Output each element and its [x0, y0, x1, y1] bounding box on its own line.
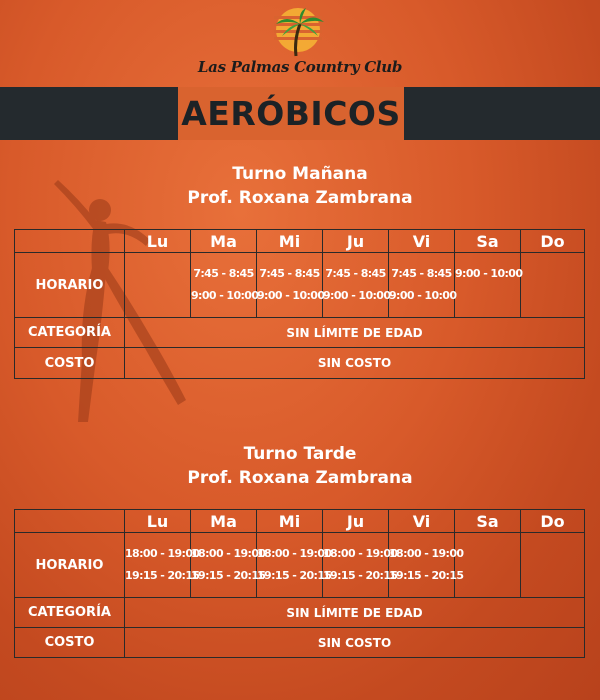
time-cell-vi: [389, 253, 455, 318]
time-slot: 18:00 - 19:00: [125, 547, 200, 560]
title-banner: [0, 87, 600, 140]
day-header: Ma: [191, 510, 257, 533]
categoria-value: SIN LÍMITE DE EDAD: [125, 318, 585, 348]
costo-label: COSTO: [15, 628, 125, 658]
categoria-label: CATEGORÍA: [15, 318, 125, 348]
day-header: Mi: [257, 230, 323, 253]
schedule-table-afternoon: [14, 509, 585, 658]
time-slot: 9:00 - 10:00: [323, 289, 391, 302]
corner-cell: [15, 510, 125, 533]
time-slot: 7:45 - 8:45: [193, 267, 254, 280]
horario-label: HORARIO: [15, 253, 125, 318]
teacher-name: Prof. Roxana Zambrana: [187, 188, 413, 208]
horario-row: [15, 253, 585, 318]
time-cell-ju: [323, 533, 398, 598]
costo-label: COSTO: [15, 348, 125, 379]
day-header: Vi: [389, 230, 455, 253]
day-header: Vi: [389, 510, 455, 533]
day-header: Do: [521, 230, 585, 253]
teacher-name: Prof. Roxana Zambrana: [187, 468, 413, 488]
time-slot: 9:00 - 10:00: [455, 267, 523, 280]
time-slot: 19:15 - 20:15: [323, 569, 398, 582]
shift-name: Turno Tarde: [243, 444, 357, 464]
page-title: AERÓBICOS: [181, 94, 401, 133]
costo-value: SIN COSTO: [125, 348, 585, 379]
day-header: Mi: [257, 510, 323, 533]
title-box: [178, 87, 404, 140]
time-slot: 18:00 - 19:00: [257, 547, 332, 560]
time-slot: 9:00 - 10:00: [191, 289, 259, 302]
day-header: Ju: [323, 510, 389, 533]
horario-label: HORARIO: [15, 533, 125, 598]
corner-cell: [15, 230, 125, 253]
time-slot: 19:15 - 20:15: [125, 569, 200, 582]
categoria-row: [15, 598, 585, 628]
time-cell-do: [521, 533, 585, 598]
day-header: Do: [521, 510, 585, 533]
club-logo: [0, 6, 600, 82]
time-slot: 9:00 - 10:00: [389, 289, 457, 302]
time-slot: 18:00 - 19:00: [191, 547, 266, 560]
day-header: Lu: [125, 230, 191, 253]
shift-name: Turno Mañana: [232, 164, 368, 184]
time-cell-sa: [455, 533, 521, 598]
day-header: Ju: [323, 230, 389, 253]
time-cell-ma: [191, 253, 257, 318]
time-cell-vi: [389, 533, 464, 598]
time-cell-lu: [125, 533, 200, 598]
costo-row: [15, 628, 585, 658]
day-header: Ma: [191, 230, 257, 253]
categoria-row: [15, 318, 585, 348]
schedule-table-morning: [14, 229, 585, 379]
time-slot: 19:15 - 20:15: [257, 569, 332, 582]
time-slot: 7:45 - 8:45: [391, 267, 452, 280]
time-cell-do: [521, 253, 585, 318]
time-slot: 18:00 - 19:00: [323, 547, 398, 560]
horario-row: [15, 533, 585, 598]
day-header-row: [15, 510, 585, 533]
time-cell-ma: [191, 533, 266, 598]
shift-heading-afternoon: [0, 442, 600, 490]
categoria-value: SIN LÍMITE DE EDAD: [125, 598, 585, 628]
costo-row: [15, 348, 585, 379]
day-header-row: [15, 230, 585, 253]
time-slot: 19:15 - 20:15: [389, 569, 464, 582]
day-header: Lu: [125, 510, 191, 533]
time-cell-mi: [257, 253, 323, 318]
costo-value: SIN COSTO: [125, 628, 585, 658]
time-cell-mi: [257, 533, 332, 598]
day-header: Sa: [455, 510, 521, 533]
time-slot: 18:00 - 19:00: [389, 547, 464, 560]
shift-heading-morning: [0, 162, 600, 210]
brand-name: Las Palmas Country Club: [197, 58, 403, 76]
time-slot: 7:45 - 8:45: [325, 267, 386, 280]
categoria-label: CATEGORÍA: [15, 598, 125, 628]
time-cell-ju: [323, 253, 389, 318]
day-header: Sa: [455, 230, 521, 253]
time-slot: 9:00 - 10:00: [257, 289, 325, 302]
time-cell-sa: [455, 253, 521, 318]
time-slot: 19:15 - 20:15: [191, 569, 266, 582]
time-slot: 7:45 - 8:45: [259, 267, 320, 280]
time-cell-lu: [125, 253, 191, 318]
palm-sun-icon: [250, 6, 350, 62]
